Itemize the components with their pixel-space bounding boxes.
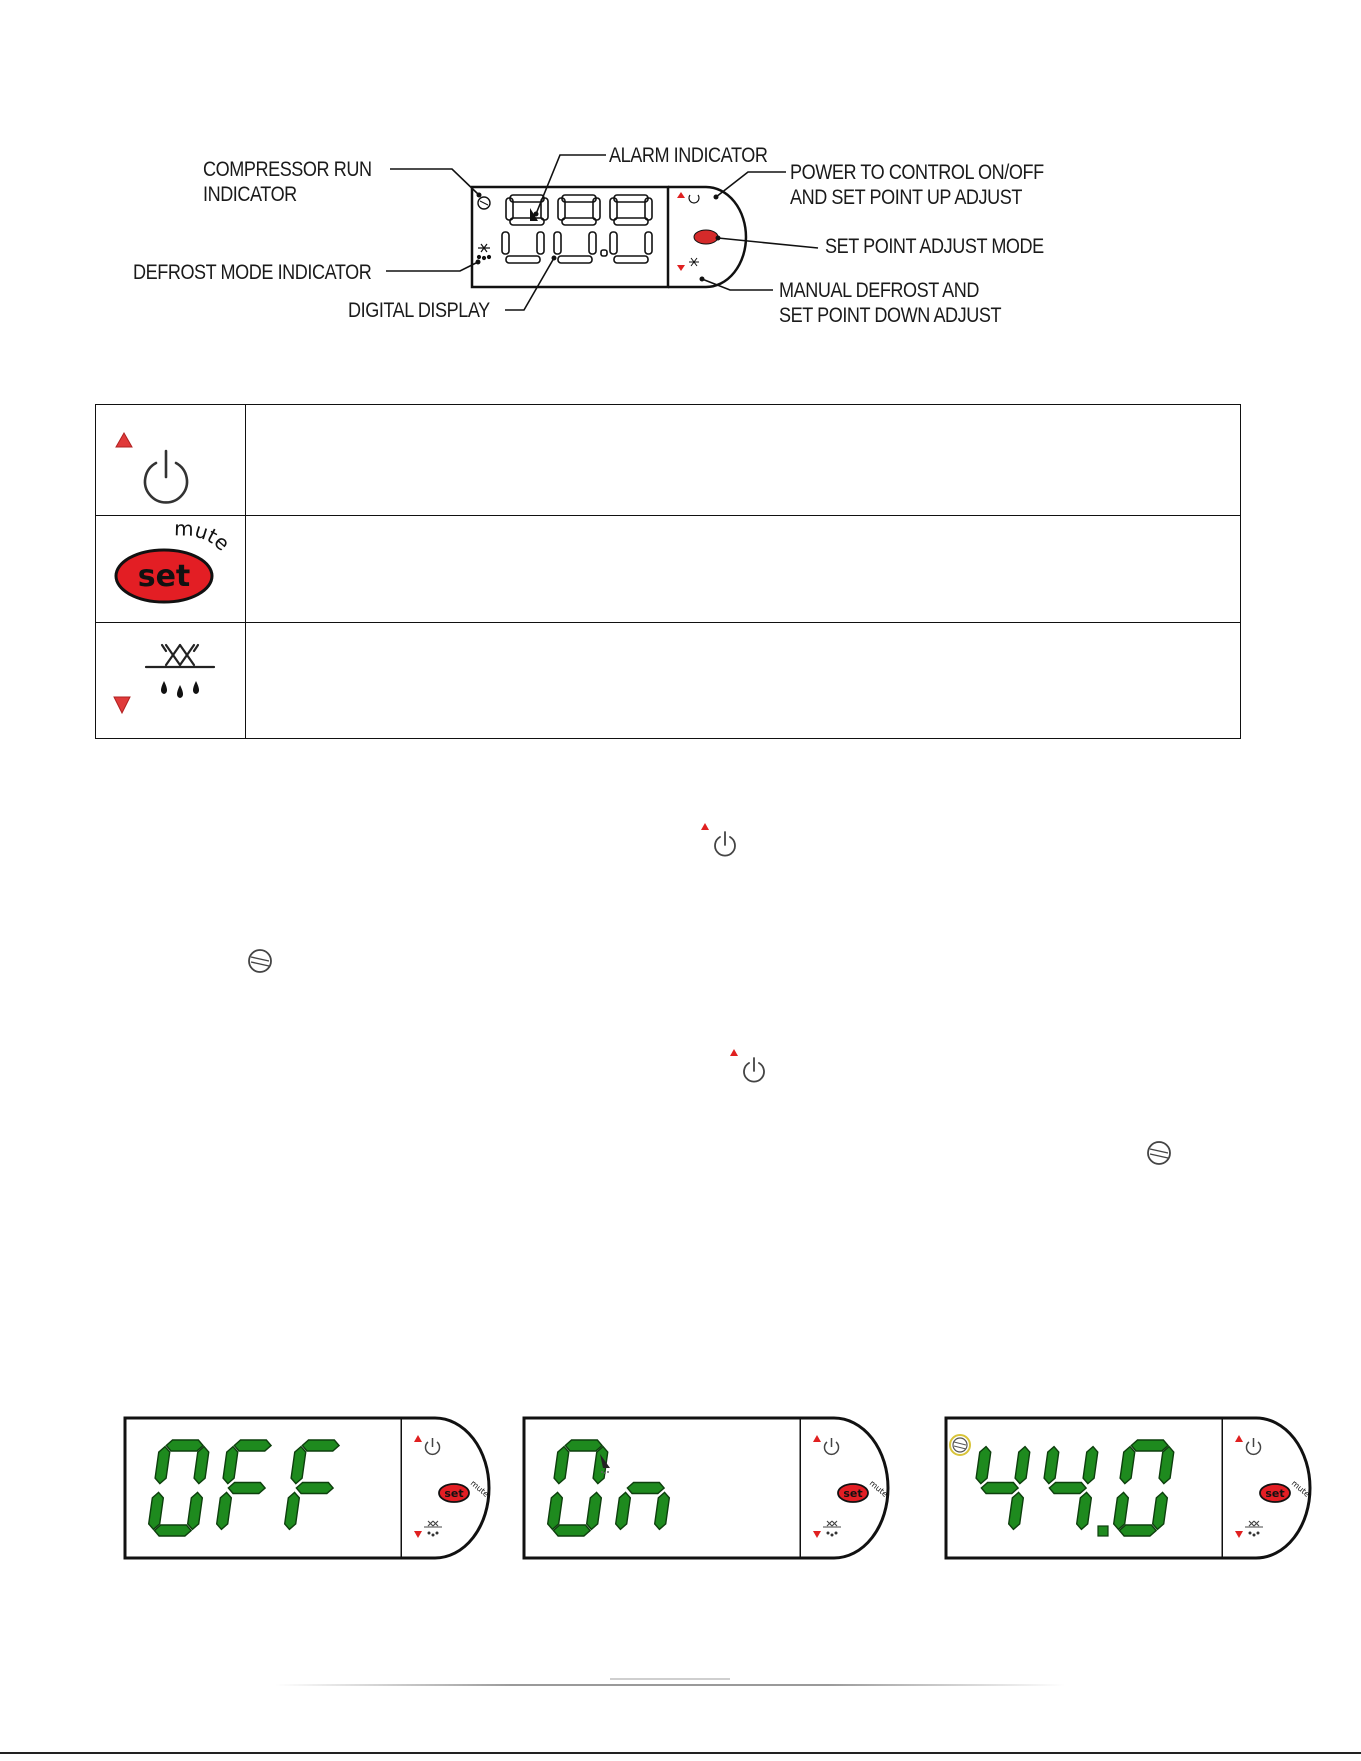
key-icon-cell bbox=[96, 623, 246, 738]
callout-compressor-run bbox=[203, 157, 372, 207]
set-label: set bbox=[444, 1487, 464, 1500]
callout-power-control bbox=[790, 160, 1044, 210]
display-panels bbox=[0, 1410, 1361, 1580]
key-description-defrost bbox=[246, 623, 1240, 738]
display-panel-reading bbox=[946, 1418, 1312, 1558]
callout-power-line1: POWER TO CONTROL ON/OFF bbox=[790, 161, 1044, 184]
mute-label: mute bbox=[867, 1478, 890, 1499]
callout-defrost-mode: DEFROST MODE INDICATOR bbox=[133, 261, 372, 284]
segment-a bbox=[166, 1440, 203, 1451]
up-power-icon bbox=[724, 1044, 772, 1084]
diagram-up-power-icon bbox=[677, 192, 699, 203]
callout-manual-defrost bbox=[779, 278, 1001, 328]
diagram-set-button bbox=[694, 230, 718, 244]
segment-g bbox=[627, 1483, 664, 1494]
key-icon-cell bbox=[96, 405, 246, 515]
segment-g bbox=[1049, 1483, 1086, 1494]
segment-a bbox=[1131, 1440, 1168, 1451]
set-label: set bbox=[1265, 1487, 1285, 1500]
mute-label: mute bbox=[173, 516, 235, 556]
key-icon-cell bbox=[96, 516, 246, 622]
key-description-power bbox=[246, 405, 1240, 515]
segment-g bbox=[228, 1483, 265, 1494]
footer-divider bbox=[275, 1684, 1065, 1686]
key-table bbox=[95, 404, 1241, 739]
footer-divider-accent bbox=[610, 1678, 730, 1680]
display-reading-value-text bbox=[946, 1560, 947, 1561]
callout-compressor-run-line1: COMPRESSOR RUN bbox=[203, 158, 372, 181]
key-row-set bbox=[96, 516, 1240, 623]
segment-a bbox=[302, 1440, 339, 1451]
callout-set-point-mode: SET POINT ADJUST MODE bbox=[825, 235, 1044, 258]
display-reading-on-text bbox=[524, 1560, 525, 1561]
callout-manual-defrost-line1: MANUAL DEFROST AND bbox=[779, 279, 979, 302]
set-label: set bbox=[137, 559, 191, 594]
mute-label: mute bbox=[468, 1478, 491, 1499]
up-power-icon bbox=[695, 818, 743, 858]
callout-compressor-run-line2: INDICATOR bbox=[203, 183, 297, 206]
segment-a bbox=[234, 1440, 271, 1451]
diagram-down-defrost-icon bbox=[677, 258, 699, 271]
key-row-power bbox=[96, 405, 1240, 516]
compressor-icon bbox=[245, 946, 275, 976]
diagram-digital-display bbox=[502, 195, 652, 263]
callout-alarm-indicator: ALARM INDICATOR bbox=[609, 144, 768, 167]
droplets-icon bbox=[161, 681, 199, 698]
segment-d bbox=[1119, 1525, 1156, 1536]
set-label: set bbox=[843, 1487, 863, 1500]
segment-d bbox=[154, 1525, 191, 1536]
callout-digital-display: DIGITAL DISPLAY bbox=[348, 299, 490, 322]
display-reading-off-text bbox=[125, 1560, 126, 1561]
callout-manual-defrost-line2: SET POINT DOWN ADJUST bbox=[779, 304, 1002, 327]
segment-g bbox=[296, 1483, 333, 1494]
diagram-defrost-icon bbox=[478, 244, 491, 260]
compressor-icon bbox=[1144, 1138, 1174, 1168]
page-bottom-rule bbox=[0, 1752, 1361, 1754]
key-description-set bbox=[246, 516, 1240, 622]
key-row-defrost bbox=[96, 623, 1240, 738]
display-panel-off bbox=[125, 1418, 491, 1558]
callout-power-line2: AND SET POINT UP ADJUST bbox=[790, 186, 1022, 209]
down-defrost-icon bbox=[96, 623, 244, 735]
segment-a bbox=[565, 1440, 602, 1451]
snowflake-icon bbox=[146, 645, 214, 667]
display-panel-on bbox=[524, 1418, 890, 1558]
mute-label: mute bbox=[1289, 1478, 1312, 1499]
set-mute-icon bbox=[96, 516, 244, 620]
segment-d bbox=[553, 1525, 590, 1536]
segment-g bbox=[981, 1483, 1018, 1494]
up-power-icon bbox=[96, 405, 244, 513]
diagram-compressor-icon bbox=[478, 197, 490, 209]
decimal-point bbox=[1098, 1526, 1108, 1536]
